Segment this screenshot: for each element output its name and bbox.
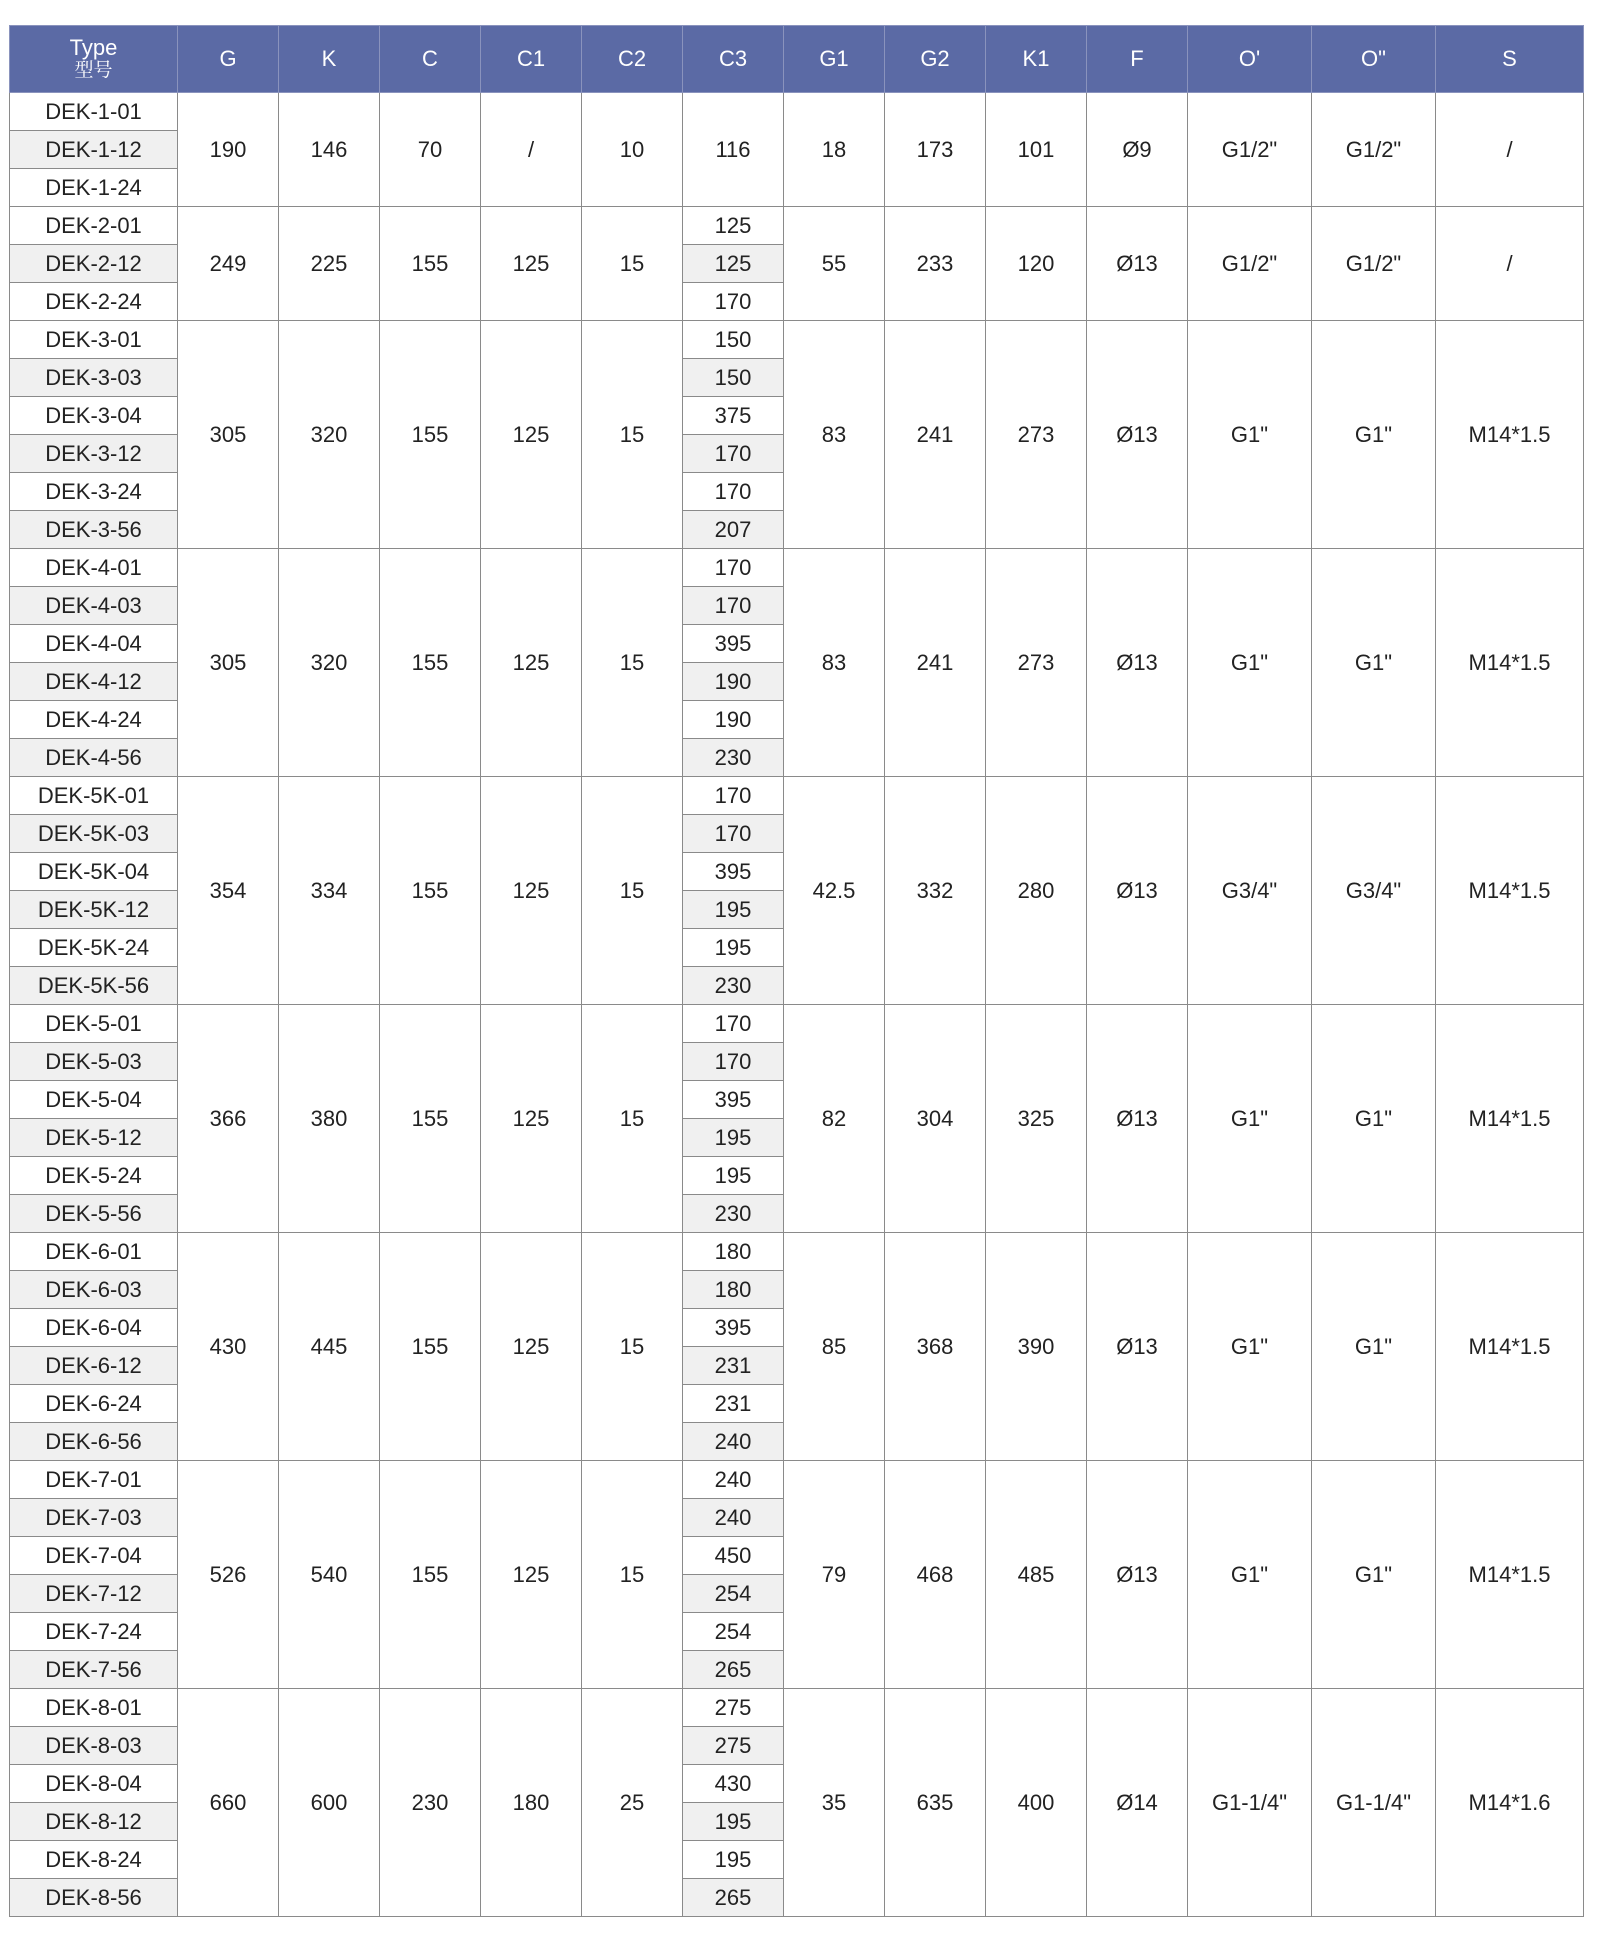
model-cell: DEK-5K-03 xyxy=(10,815,178,853)
model-cell: DEK-6-04 xyxy=(10,1309,178,1347)
cell-o2: G1" xyxy=(1312,321,1436,549)
header-col: C xyxy=(380,26,481,93)
cell-s: M14*1.5 xyxy=(1436,777,1584,1005)
model-cell: DEK-5K-01 xyxy=(10,777,178,815)
table-row xyxy=(10,549,1584,587)
cell-c1: 125 xyxy=(481,1233,582,1461)
cell-o1: G1" xyxy=(1188,1461,1312,1689)
model-cell: DEK-6-03 xyxy=(10,1271,178,1309)
cell-c3: 195 xyxy=(683,1841,784,1879)
model-cell: DEK-5-03 xyxy=(10,1043,178,1081)
cell-o1: G1-1/4" xyxy=(1188,1689,1312,1917)
header-col: K xyxy=(279,26,380,93)
cell-g: 190 xyxy=(178,93,279,207)
cell-c3: 170 xyxy=(683,549,784,587)
cell-c3: 230 xyxy=(683,739,784,777)
cell-o2: G3/4" xyxy=(1312,777,1436,1005)
cell-c: 155 xyxy=(380,549,481,777)
cell-c3: 170 xyxy=(683,587,784,625)
model-cell: DEK-3-03 xyxy=(10,359,178,397)
cell-c3: 395 xyxy=(683,1081,784,1119)
header-col: O' xyxy=(1188,26,1312,93)
cell-c2: 15 xyxy=(582,1233,683,1461)
cell-c3: 195 xyxy=(683,1157,784,1195)
cell-f: Ø13 xyxy=(1087,321,1188,549)
cell-c3: 240 xyxy=(683,1499,784,1537)
header-col: G2 xyxy=(885,26,986,93)
cell-c3: 170 xyxy=(683,1005,784,1043)
model-cell: DEK-7-04 xyxy=(10,1537,178,1575)
header-col: C3 xyxy=(683,26,784,93)
header-col: O" xyxy=(1312,26,1436,93)
cell-c3: 195 xyxy=(683,1803,784,1841)
cell-k1: 280 xyxy=(986,777,1087,1005)
cell-o2: G1-1/4" xyxy=(1312,1689,1436,1917)
cell-c: 155 xyxy=(380,777,481,1005)
cell-g2: 368 xyxy=(885,1233,986,1461)
cell-g1: 79 xyxy=(784,1461,885,1689)
cell-c3: 170 xyxy=(683,283,784,321)
cell-c3: 275 xyxy=(683,1727,784,1765)
cell-s: M14*1.6 xyxy=(1436,1689,1584,1917)
cell-c1: / xyxy=(481,93,582,207)
header-col: C2 xyxy=(582,26,683,93)
table-row xyxy=(10,777,1584,815)
cell-f: Ø9 xyxy=(1087,93,1188,207)
model-cell: DEK-2-24 xyxy=(10,283,178,321)
cell-g: 366 xyxy=(178,1005,279,1233)
cell-f: Ø13 xyxy=(1087,1005,1188,1233)
cell-g1: 82 xyxy=(784,1005,885,1233)
model-cell: DEK-7-56 xyxy=(10,1651,178,1689)
cell-o1: G1" xyxy=(1188,549,1312,777)
cell-c2: 15 xyxy=(582,1005,683,1233)
cell-c1: 125 xyxy=(481,549,582,777)
cell-c3: 240 xyxy=(683,1461,784,1499)
model-cell: DEK-1-12 xyxy=(10,131,178,169)
cell-c2: 15 xyxy=(582,321,683,549)
model-cell: DEK-4-12 xyxy=(10,663,178,701)
model-cell: DEK-5-01 xyxy=(10,1005,178,1043)
model-cell: DEK-4-01 xyxy=(10,549,178,587)
cell-o1: G1" xyxy=(1188,321,1312,549)
cell-c3: 170 xyxy=(683,435,784,473)
model-cell: DEK-2-01 xyxy=(10,207,178,245)
cell-g1: 55 xyxy=(784,207,885,321)
cell-c3: 450 xyxy=(683,1537,784,1575)
header-col: G xyxy=(178,26,279,93)
cell-o2: G1/2" xyxy=(1312,207,1436,321)
cell-g: 660 xyxy=(178,1689,279,1917)
cell-f: Ø14 xyxy=(1087,1689,1188,1917)
cell-c3: 180 xyxy=(683,1233,784,1271)
cell-k: 334 xyxy=(279,777,380,1005)
cell-k: 600 xyxy=(279,1689,380,1917)
table-row xyxy=(10,93,1584,131)
cell-c2: 15 xyxy=(582,549,683,777)
cell-g: 526 xyxy=(178,1461,279,1689)
model-cell: DEK-7-12 xyxy=(10,1575,178,1613)
model-cell: DEK-5K-04 xyxy=(10,853,178,891)
cell-k1: 273 xyxy=(986,549,1087,777)
cell-c: 155 xyxy=(380,1005,481,1233)
cell-o2: G1" xyxy=(1312,1233,1436,1461)
cell-s: M14*1.5 xyxy=(1436,1233,1584,1461)
cell-c3: 230 xyxy=(683,1195,784,1233)
table-row xyxy=(10,1005,1584,1043)
cell-c: 155 xyxy=(380,1461,481,1689)
cell-o2: G1" xyxy=(1312,1461,1436,1689)
cell-c3: 231 xyxy=(683,1385,784,1423)
cell-c3: 240 xyxy=(683,1423,784,1461)
cell-c3: 195 xyxy=(683,1119,784,1157)
cell-k: 320 xyxy=(279,549,380,777)
cell-g2: 241 xyxy=(885,321,986,549)
cell-k: 320 xyxy=(279,321,380,549)
cell-g2: 304 xyxy=(885,1005,986,1233)
cell-c3: 150 xyxy=(683,321,784,359)
model-cell: DEK-6-24 xyxy=(10,1385,178,1423)
model-cell: DEK-5-56 xyxy=(10,1195,178,1233)
cell-o2: G1" xyxy=(1312,549,1436,777)
header-type xyxy=(10,26,178,93)
cell-g: 249 xyxy=(178,207,279,321)
cell-c3: 207 xyxy=(683,511,784,549)
table-body xyxy=(10,93,1584,1917)
table-header xyxy=(10,26,1584,93)
model-cell: DEK-3-01 xyxy=(10,321,178,359)
model-cell: DEK-8-03 xyxy=(10,1727,178,1765)
cell-k1: 120 xyxy=(986,207,1087,321)
model-cell: DEK-7-24 xyxy=(10,1613,178,1651)
cell-c: 230 xyxy=(380,1689,481,1917)
model-cell: DEK-4-56 xyxy=(10,739,178,777)
model-cell: DEK-5K-56 xyxy=(10,967,178,1005)
cell-c2: 10 xyxy=(582,93,683,207)
header-row xyxy=(10,26,1584,93)
cell-g: 354 xyxy=(178,777,279,1005)
cell-c3: 190 xyxy=(683,663,784,701)
cell-c3: 170 xyxy=(683,777,784,815)
cell-c3: 150 xyxy=(683,359,784,397)
cell-c3: 170 xyxy=(683,1043,784,1081)
cell-c3: 195 xyxy=(683,929,784,967)
cell-c2: 15 xyxy=(582,207,683,321)
model-cell: DEK-7-01 xyxy=(10,1461,178,1499)
cell-g1: 42.5 xyxy=(784,777,885,1005)
cell-k: 540 xyxy=(279,1461,380,1689)
cell-o1: G1/2" xyxy=(1188,93,1312,207)
model-cell: DEK-3-12 xyxy=(10,435,178,473)
cell-o1: G1" xyxy=(1188,1005,1312,1233)
model-cell: DEK-6-56 xyxy=(10,1423,178,1461)
cell-f: Ø13 xyxy=(1087,777,1188,1005)
table-row xyxy=(10,207,1584,245)
cell-s: / xyxy=(1436,207,1584,321)
model-cell: DEK-4-04 xyxy=(10,625,178,663)
cell-c3: 265 xyxy=(683,1879,784,1917)
cell-k1: 273 xyxy=(986,321,1087,549)
cell-g1: 85 xyxy=(784,1233,885,1461)
cell-c3: 395 xyxy=(683,853,784,891)
cell-s: M14*1.5 xyxy=(1436,1461,1584,1689)
model-cell: DEK-1-01 xyxy=(10,93,178,131)
cell-c1: 125 xyxy=(481,207,582,321)
model-cell: DEK-5K-12 xyxy=(10,891,178,929)
cell-c1: 125 xyxy=(481,777,582,1005)
cell-f: Ø13 xyxy=(1087,1233,1188,1461)
cell-k1: 390 xyxy=(986,1233,1087,1461)
cell-g1: 83 xyxy=(784,321,885,549)
cell-o2: G1/2" xyxy=(1312,93,1436,207)
cell-f: Ø13 xyxy=(1087,1461,1188,1689)
model-cell: DEK-6-01 xyxy=(10,1233,178,1271)
cell-k1: 101 xyxy=(986,93,1087,207)
cell-o1: G1/2" xyxy=(1188,207,1312,321)
model-cell: DEK-5-04 xyxy=(10,1081,178,1119)
cell-c1: 125 xyxy=(481,1461,582,1689)
spec-table xyxy=(9,25,1584,1917)
model-cell: DEK-5-24 xyxy=(10,1157,178,1195)
cell-g: 305 xyxy=(178,549,279,777)
cell-k1: 325 xyxy=(986,1005,1087,1233)
cell-k: 146 xyxy=(279,93,380,207)
cell-g2: 635 xyxy=(885,1689,986,1917)
cell-g1: 35 xyxy=(784,1689,885,1917)
table-row xyxy=(10,1461,1584,1499)
cell-c3: 230 xyxy=(683,967,784,1005)
model-cell: DEK-3-56 xyxy=(10,511,178,549)
cell-g2: 468 xyxy=(885,1461,986,1689)
cell-o1: G3/4" xyxy=(1188,777,1312,1005)
cell-c2: 25 xyxy=(582,1689,683,1917)
cell-c3: 395 xyxy=(683,1309,784,1347)
model-cell: DEK-8-24 xyxy=(10,1841,178,1879)
cell-f: Ø13 xyxy=(1087,549,1188,777)
model-cell: DEK-5-12 xyxy=(10,1119,178,1157)
cell-c: 155 xyxy=(380,321,481,549)
cell-g: 430 xyxy=(178,1233,279,1461)
header-col: S xyxy=(1436,26,1584,93)
table-row xyxy=(10,1689,1584,1727)
cell-s: M14*1.5 xyxy=(1436,549,1584,777)
cell-s: / xyxy=(1436,93,1584,207)
model-cell: DEK-5K-24 xyxy=(10,929,178,967)
cell-c3: 125 xyxy=(683,207,784,245)
cell-o1: G1" xyxy=(1188,1233,1312,1461)
cell-o2: G1" xyxy=(1312,1005,1436,1233)
cell-c3: 254 xyxy=(683,1575,784,1613)
header-col: G1 xyxy=(784,26,885,93)
cell-c: 155 xyxy=(380,1233,481,1461)
cell-c: 155 xyxy=(380,207,481,321)
model-cell: DEK-8-12 xyxy=(10,1803,178,1841)
cell-s: M14*1.5 xyxy=(1436,1005,1584,1233)
cell-c3: 275 xyxy=(683,1689,784,1727)
cell-g2: 241 xyxy=(885,549,986,777)
model-cell: DEK-8-56 xyxy=(10,1879,178,1917)
cell-k: 380 xyxy=(279,1005,380,1233)
model-cell: DEK-8-01 xyxy=(10,1689,178,1727)
cell-c3: 195 xyxy=(683,891,784,929)
cell-g2: 332 xyxy=(885,777,986,1005)
cell-c1: 180 xyxy=(481,1689,582,1917)
cell-c3: 125 xyxy=(683,245,784,283)
cell-k1: 485 xyxy=(986,1461,1087,1689)
header-type-label-cn: 型号 xyxy=(74,60,113,81)
cell-g2: 233 xyxy=(885,207,986,321)
cell-g2: 173 xyxy=(885,93,986,207)
cell-c3: 265 xyxy=(683,1651,784,1689)
model-cell: DEK-8-04 xyxy=(10,1765,178,1803)
header-col: C1 xyxy=(481,26,582,93)
table-row xyxy=(10,321,1584,359)
cell-c3: 170 xyxy=(683,473,784,511)
header-col: K1 xyxy=(986,26,1087,93)
model-cell: DEK-1-24 xyxy=(10,169,178,207)
table-row xyxy=(10,1233,1584,1271)
cell-c3: 231 xyxy=(683,1347,784,1385)
model-cell: DEK-3-24 xyxy=(10,473,178,511)
cell-k1: 400 xyxy=(986,1689,1087,1917)
cell-s: M14*1.5 xyxy=(1436,321,1584,549)
cell-g: 305 xyxy=(178,321,279,549)
cell-c3: 190 xyxy=(683,701,784,739)
cell-c3: 254 xyxy=(683,1613,784,1651)
cell-f: Ø13 xyxy=(1087,207,1188,321)
cell-c2: 15 xyxy=(582,777,683,1005)
cell-c3: 180 xyxy=(683,1271,784,1309)
model-cell: DEK-2-12 xyxy=(10,245,178,283)
cell-c3: 430 xyxy=(683,1765,784,1803)
model-cell: DEK-4-03 xyxy=(10,587,178,625)
cell-c3: 170 xyxy=(683,815,784,853)
model-cell: DEK-7-03 xyxy=(10,1499,178,1537)
model-cell: DEK-3-04 xyxy=(10,397,178,435)
model-cell: DEK-6-12 xyxy=(10,1347,178,1385)
cell-c2: 15 xyxy=(582,1461,683,1689)
cell-c3: 375 xyxy=(683,397,784,435)
cell-g1: 18 xyxy=(784,93,885,207)
model-cell: DEK-4-24 xyxy=(10,701,178,739)
cell-k: 445 xyxy=(279,1233,380,1461)
cell-c3: 395 xyxy=(683,625,784,663)
header-col: F xyxy=(1087,26,1188,93)
cell-g1: 83 xyxy=(784,549,885,777)
header-type-label: Type xyxy=(69,35,118,60)
cell-c: 70 xyxy=(380,93,481,207)
cell-k: 225 xyxy=(279,207,380,321)
cell-c1: 125 xyxy=(481,1005,582,1233)
cell-c1: 125 xyxy=(481,321,582,549)
cell-c3: 116 xyxy=(683,93,784,207)
